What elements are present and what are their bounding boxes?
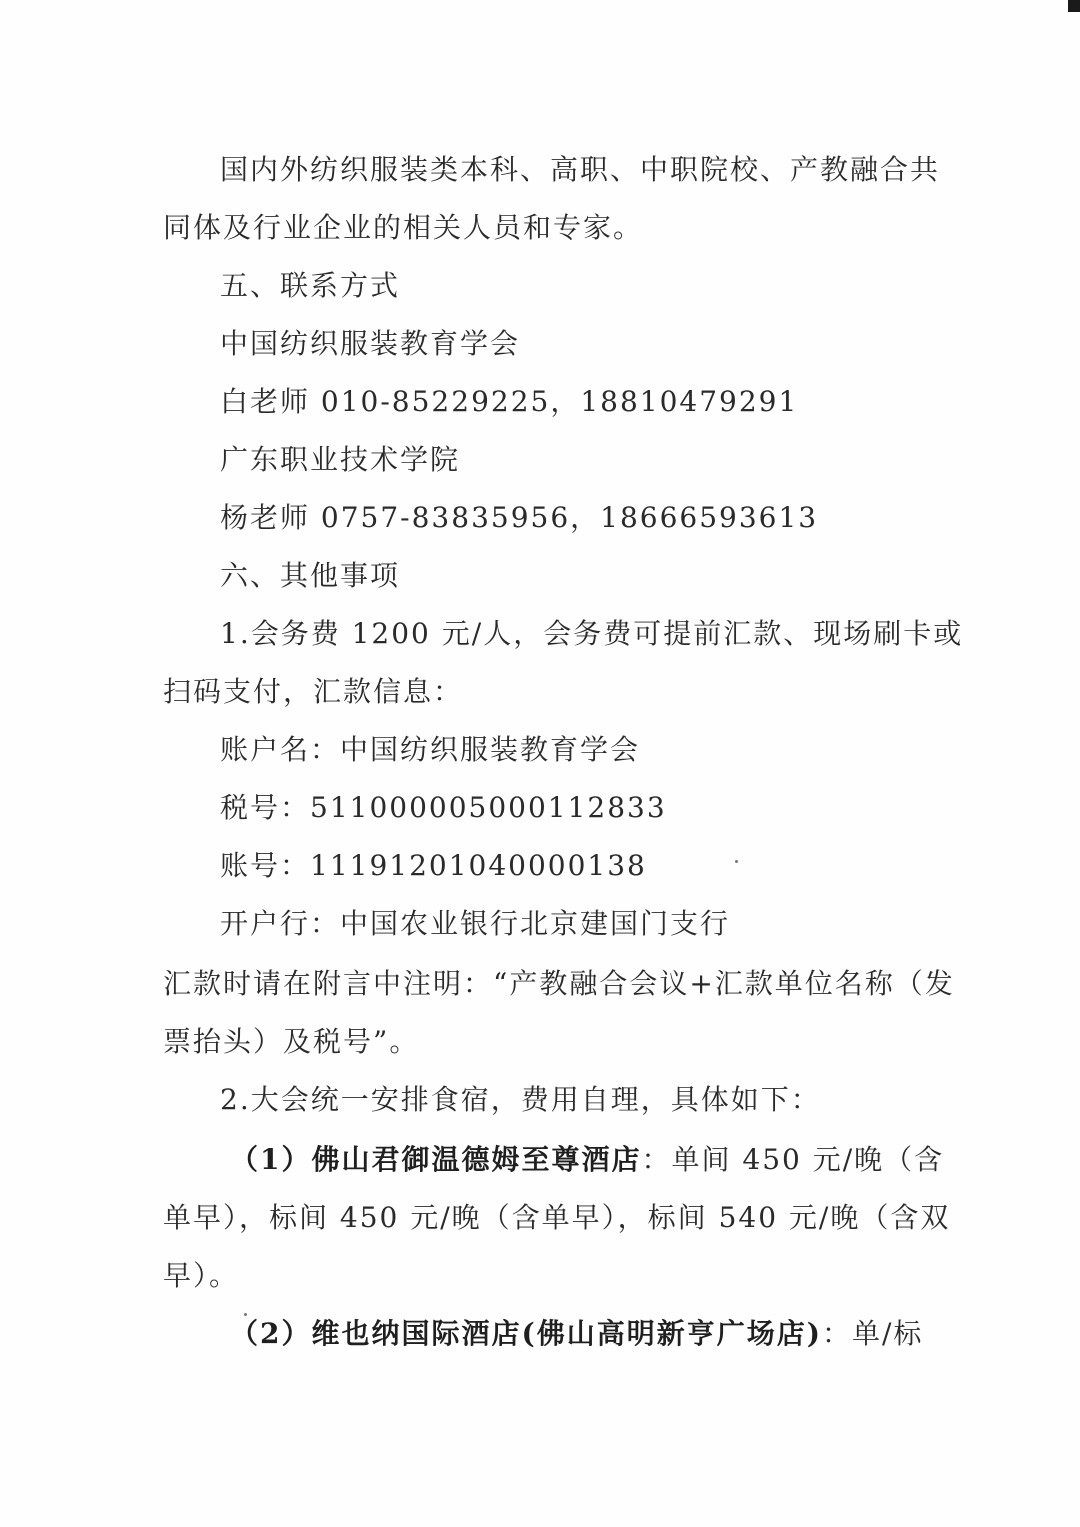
accommodation-intro: 2.大会统一安排食宿，费用自理，具体如下：	[220, 1083, 821, 1116]
remittance-note-line2: 票抬头）及税号”。	[163, 1025, 420, 1058]
contact-org-2: 广东职业技术学院	[220, 443, 461, 476]
hotel2-line1	[230, 1314, 923, 1354]
account-number: 账号：11191201040000138	[220, 849, 647, 882]
contact-person-1: 白老师 010-85229225，18810479291	[220, 385, 799, 418]
hotel1-line3: 早）。	[163, 1259, 240, 1292]
tax-number: 税号：511000005000112833	[220, 791, 667, 824]
section-heading-contact: 五、联系方式	[220, 269, 401, 302]
hotel1-line2: 单早），标间 450 元/晚（含单早），标间 540 元/晚（含双	[163, 1201, 951, 1234]
remittance-note-line1: 汇款时请在附言中注明：“产教融合会议+汇款单位名称（发	[163, 967, 955, 1000]
fee-line1: 1.会务费 1200 元/人，会务费可提前汇款、现场刷卡或	[220, 617, 964, 650]
scan-speck	[735, 860, 738, 863]
hotel1-line1	[230, 1140, 944, 1180]
scan-corner-mark	[1068, 0, 1080, 12]
fee-line2: 扫码支付，汇款信息：	[163, 675, 464, 708]
hotel1-name: （1）佛山君御温德姆至尊酒店	[230, 1143, 642, 1176]
hotel2-name: （2）维也纳国际酒店(佛山高明新亨广场店)	[230, 1317, 822, 1350]
account-name: 账户名：中国纺织服装教育学会	[220, 733, 641, 766]
contact-org-1: 中国纺织服装教育学会	[220, 327, 521, 360]
paragraph-participants-line1: 国内外纺织服装类本科、高职、中职院校、产教融合共	[220, 153, 941, 186]
scan-speck	[244, 1313, 247, 1316]
bank-name: 开户行：中国农业银行北京建国门支行	[220, 907, 731, 940]
contact-person-2: 杨老师 0757-83835956，18666593613	[220, 501, 819, 534]
paragraph-participants-line2: 同体及行业企业的相关人员和专家。	[163, 211, 644, 244]
section-heading-other: 六、其他事项	[220, 559, 401, 592]
hotel2-rest: ：单/标	[821, 1317, 924, 1350]
hotel1-rest: ：单间 450 元/晚（含	[641, 1143, 945, 1176]
